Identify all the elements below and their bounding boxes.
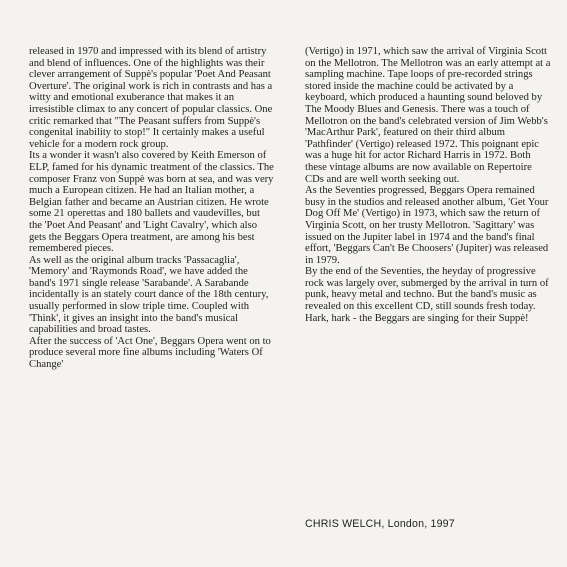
- paragraph: By the end of the Seventies, the heyday of progressive rock was largely over, submerged by the arrival in turn of punk, heavy metal and techno. But the band's music as revealed on this excellent CD, still sounds fresh today. Hark, hark - the Beggars are singing for their Suppè!: [305, 266, 549, 324]
- left-text-column: [29, 46, 275, 371]
- paragraph: Its a wonder it wasn't also covered by Keith Emerson of ELP, famed for his dynamic treatment of the classics. The composer Franz von Suppè was born at sea, and was very much a European citizen. He had an Italian mother, a Belgian father and became an Austrian citizen. He wrote some 21 operettas and 180 ballets and vaudevilles, but the 'Poet And Peasant' and 'Light Cavalry', which also gets the Beggars Opera treatment, are among his best remembered pieces.: [29, 150, 274, 255]
- paragraph: As the Seventies progressed, Beggars Opera remained busy in the studios and released another album, 'Get Your Dog Off Me' (Vertigo) in 1973, which saw the return of Virginia Scott, on her trusty Mellotron. 'Sagittary' was issued on the Jupiter label in 1974 and the band's final effort, 'Beggars Can't Be Choosers' (Jupiter) was released in 1979.: [305, 185, 549, 266]
- right-text-column: [305, 46, 551, 324]
- author-credit: CHRIS WELCH, London, 1997: [305, 518, 455, 530]
- paragraph: After the success of 'Act One', Beggars Opera went on to produce several more fine albums including 'Waters Of Change': [29, 335, 271, 371]
- paragraph: released in 1970 and impressed with its blend of artistry and blend of influences. One of the highlights was their clever arrangement of Suppè's popular 'Poet And Peasant Overture'. The original work is rich in contrasts and has a witty and emotional exuberance that makes it an irresistible climax to any concert of popular classics. One critic remarked that "The Peasant suffers from Suppè's congenital inability to stop!" It certainly makes a useful vehicle for a modern rock group.: [29, 46, 273, 150]
- paragraph: As well as the original album tracks 'Passacaglia', 'Memory' and 'Raymonds Road', we have added the band's 1971 single release 'Sarabande'. A Sarabande incidentally is an stately court dance of the 18th century, usually performed in slow triple time. Coupled with 'Think', it gives an insight into the band's musical capabilities and broad tastes.: [29, 254, 269, 336]
- paragraph: (Vertigo) in 1971, which saw the arrival of Virginia Scott on the Mellotron. The Mellotron was an early attempt at a sampling machine. Tape loops of pre-recorded strings stored inside the machine could be activated by a keyboard, which produced a haunting sound beloved by The Moody Blues and Genesis. There was a touch of Mellotron on the band's celebrated version of Jim Webb's 'MacArthur Park', featured on their third album 'Pathfinder' (Vertigo) released 1972. This poignant epic was a huge hit for actor Richard Harris in 1972. Both these vintage albums are now available on Repertoire CDs and are well worth seeking out.: [305, 46, 551, 185]
